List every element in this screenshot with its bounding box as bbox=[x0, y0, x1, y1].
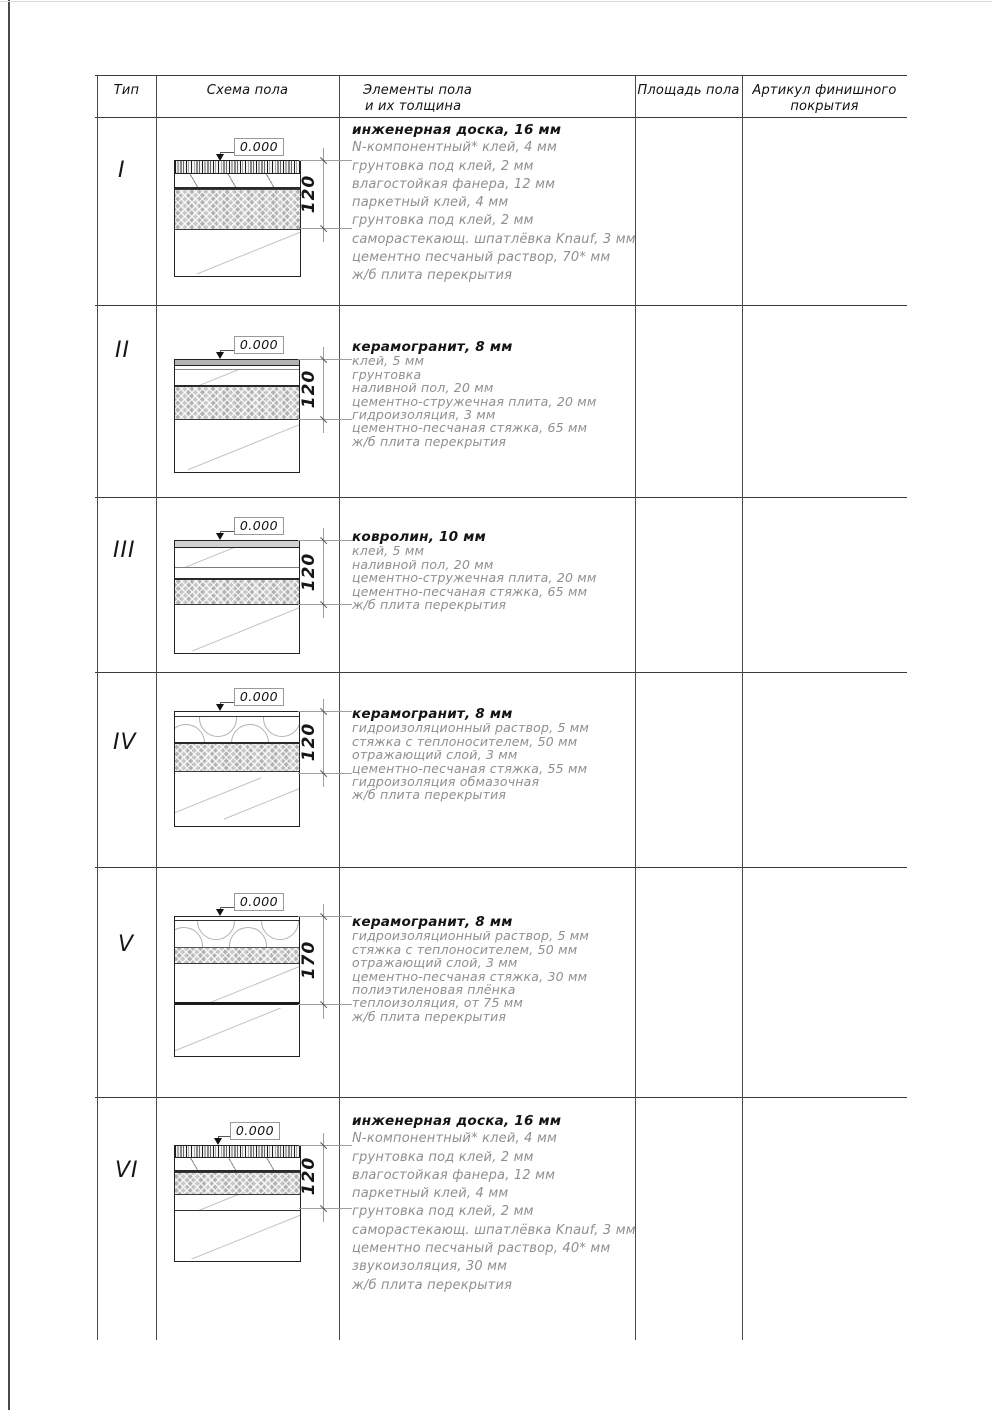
row-separator-3 bbox=[95, 672, 907, 673]
elevation-marker: 0.000 bbox=[234, 517, 284, 535]
floor-layer-text: отражающий слой, 3 мм bbox=[352, 747, 518, 763]
sheet-frame-top-line bbox=[0, 1, 992, 2]
floor-layer-text: керамогранит, 8 мм bbox=[352, 706, 513, 722]
floor-layer-text: керамогранит, 8 мм bbox=[352, 914, 513, 930]
floor-layer-text: инженерная доска, 16 мм bbox=[352, 1113, 562, 1129]
layer-self-leveling bbox=[175, 548, 299, 568]
floor-layer-text: цементно песчаный раствор, 40* мм bbox=[352, 1241, 611, 1257]
floor-layer-text: N-компонентный* клей, 4 мм bbox=[352, 140, 557, 156]
floor-layer-text: наливной пол, 20 мм bbox=[352, 556, 494, 572]
floor-layer-text: ж/б плита перекрытия bbox=[352, 268, 513, 284]
layer-screed-hatch bbox=[175, 744, 299, 772]
floor-layer-text: стяжка с теплоносителем, 50 мм bbox=[352, 941, 578, 957]
header-elements-line2: и их толщина bbox=[365, 99, 462, 114]
floor-layer-text: ж/б плита перекрытия bbox=[352, 597, 507, 613]
floor-layer-text: теплоизоляция, от 75 мм bbox=[352, 995, 524, 1011]
floor-layer-text: ж/б плита перекрытия bbox=[352, 1008, 507, 1024]
layer-screed-hatch bbox=[175, 189, 300, 230]
layer-insulation bbox=[175, 964, 299, 1005]
floor-layer-text: паркетный клей, 4 мм bbox=[352, 195, 509, 211]
type-label: III bbox=[113, 538, 136, 563]
dimension-value: 120 bbox=[299, 369, 319, 409]
floor-layer-text: N-компонентный* клей, 4 мм bbox=[352, 1131, 557, 1147]
layer-text-list bbox=[352, 121, 638, 286]
table-left-border bbox=[97, 75, 98, 1340]
floor-layer-text: грунтовка под клей, 2 мм bbox=[352, 1204, 534, 1220]
row-separator-2 bbox=[95, 497, 907, 498]
floor-layer-text: цементно-песчаная стяжка, 65 мм bbox=[352, 420, 588, 436]
floor-layer-text: звукоизоляция, 30 мм bbox=[352, 1259, 508, 1275]
type-label: II bbox=[115, 338, 130, 363]
row-separator-4 bbox=[95, 867, 907, 868]
sheet-frame-left-line bbox=[8, 0, 10, 1410]
layer-glue-plywood bbox=[175, 1158, 300, 1172]
floor-layer-text: грунтовка bbox=[352, 366, 422, 382]
floor-layer-text: грунтовка под клей, 2 мм bbox=[352, 1149, 534, 1165]
floor-layer-text: инженерная доска, 16 мм bbox=[352, 122, 562, 138]
layer-concrete-slab bbox=[175, 230, 300, 274]
layer-heated-screed bbox=[175, 717, 299, 744]
table-top-border bbox=[95, 75, 907, 76]
floor-layer-text: цементно-песчаная стяжка, 30 мм bbox=[352, 968, 588, 984]
floor-scheme-diagram bbox=[174, 160, 301, 277]
floor-layer-text: керамогранит, 8 мм bbox=[352, 339, 513, 355]
column-divider-scheme-elements bbox=[339, 75, 340, 1340]
layer-concrete-slab bbox=[175, 420, 299, 470]
floor-scheme-diagram bbox=[174, 540, 300, 654]
elevation-marker: 0.000 bbox=[234, 688, 284, 706]
elevation-leader bbox=[220, 702, 234, 703]
elevation-leader bbox=[220, 152, 234, 153]
column-divider-area-article bbox=[742, 75, 743, 1340]
layer-concrete-slab bbox=[175, 772, 299, 824]
layer-screed-hatch bbox=[175, 580, 299, 605]
floor-layer-text: гидроизоляционный раствор, 5 мм bbox=[352, 928, 590, 944]
layer-text-list bbox=[352, 708, 638, 802]
layer-glue-plywood bbox=[175, 174, 300, 189]
dimension-value: 120 bbox=[299, 722, 319, 762]
floor-layer-text: гидроизоляция обмазочная bbox=[352, 774, 540, 790]
floor-layer-text: гидроизоляция, 3 мм bbox=[352, 407, 496, 423]
layer-carpet bbox=[175, 541, 299, 548]
layer-text-list bbox=[352, 1112, 638, 1295]
layer-concrete-slab bbox=[175, 1005, 299, 1054]
floor-scheme-diagram bbox=[174, 916, 300, 1057]
floor-layer-text: саморастекающ. шпатлёвка Knauf, 3 мм bbox=[352, 1222, 636, 1238]
floor-layer-text: гидроизоляционный раствор, 5 мм bbox=[352, 720, 590, 736]
floor-layer-text: цементно-песчаная стяжка, 55 мм bbox=[352, 760, 588, 776]
floor-scheme-diagram bbox=[174, 711, 300, 827]
layer-screed-hatch bbox=[175, 1172, 300, 1195]
floor-scheme-diagram bbox=[174, 359, 300, 473]
header-article-line1: Артикул финишного bbox=[752, 83, 897, 98]
floor-layer-text: клей, 5 мм bbox=[352, 353, 425, 369]
elevation-marker: 0.000 bbox=[234, 893, 284, 911]
header-area: Площадь пола bbox=[637, 83, 740, 98]
layer-wood-board bbox=[175, 161, 300, 174]
row-separator-5 bbox=[95, 1097, 907, 1098]
floor-layer-text: саморастекающ. шпатлёвка Knauf, 3 мм bbox=[352, 231, 636, 247]
floor-layer-text: стяжка с теплоносителем, 50 мм bbox=[352, 733, 578, 749]
elevation-leader bbox=[220, 531, 234, 532]
header-elements-line1: Элементы пола bbox=[363, 83, 472, 98]
type-label: IV bbox=[113, 730, 137, 755]
floor-layer-text: ковролин, 10 мм bbox=[352, 529, 486, 545]
layer-screed-hatch bbox=[175, 387, 299, 420]
floor-layer-text: клей, 5 мм bbox=[352, 543, 425, 559]
type-label: I bbox=[118, 158, 126, 183]
elevation-leader bbox=[220, 350, 234, 351]
layer-text-list bbox=[352, 916, 638, 1023]
header-article-line2: покрытия bbox=[790, 99, 859, 114]
floor-layer-text: наливной пол, 20 мм bbox=[352, 380, 494, 396]
floor-layer-text: грунтовка под клей, 2 мм bbox=[352, 158, 534, 174]
elevation-leader bbox=[220, 907, 234, 908]
floor-layer-text: паркетный клей, 4 мм bbox=[352, 1186, 509, 1202]
layer-concrete-slab bbox=[175, 1211, 300, 1259]
elevation-marker: 0.000 bbox=[230, 1122, 280, 1140]
table-header-separator bbox=[95, 117, 907, 118]
header-type: Тип bbox=[113, 83, 140, 98]
layer-self-leveling bbox=[175, 370, 299, 387]
dimension-value: 170 bbox=[299, 940, 319, 980]
layer-text-list bbox=[352, 341, 638, 448]
floor-scheme-diagram bbox=[174, 1145, 301, 1262]
floor-layer-text: ж/б плита перекрытия bbox=[352, 433, 507, 449]
floor-layer-text: грунтовка под клей, 2 мм bbox=[352, 213, 534, 229]
floor-layer-text: цементно-песчаная стяжка, 65 мм bbox=[352, 583, 588, 599]
floor-layer-text: влагостойкая фанера, 12 мм bbox=[352, 1167, 556, 1183]
floor-layer-text: полиэтиленовая плёнка bbox=[352, 982, 516, 998]
floor-layer-text: отражающий слой, 3 мм bbox=[352, 955, 518, 971]
layer-heated-screed bbox=[175, 921, 299, 948]
floor-layer-text: ж/б плита перекрытия bbox=[352, 787, 507, 803]
type-label: VI bbox=[115, 1158, 139, 1183]
elevation-arrow-icon bbox=[216, 704, 224, 711]
floor-layer-text: цементно песчаный раствор, 70* мм bbox=[352, 250, 611, 266]
dimension-line bbox=[323, 904, 324, 1019]
elevation-marker: 0.000 bbox=[234, 336, 284, 354]
layer-text-list bbox=[352, 531, 638, 611]
elevation-leader bbox=[218, 1136, 230, 1137]
elevation-marker: 0.000 bbox=[234, 138, 284, 156]
floor-layer-text: ж/б плита перекрытия bbox=[352, 1277, 513, 1293]
elevation-arrow-icon bbox=[214, 1138, 222, 1145]
layer-cement-board bbox=[175, 568, 299, 580]
layer-screed-hatch bbox=[175, 948, 299, 964]
layer-wood-board bbox=[175, 1146, 300, 1158]
floor-layer-text: влагостойкая фанера, 12 мм bbox=[352, 176, 556, 192]
elevation-arrow-icon bbox=[216, 909, 224, 916]
floor-layer-text: цементно-стружечная плита, 20 мм bbox=[352, 570, 597, 586]
row-separator-1 bbox=[95, 305, 907, 306]
column-divider-type-scheme bbox=[156, 75, 157, 1340]
elevation-arrow-icon bbox=[216, 533, 224, 540]
dimension-value: 120 bbox=[299, 552, 319, 592]
header-scheme: Схема пола bbox=[206, 83, 289, 98]
dimension-value: 120 bbox=[299, 1156, 319, 1196]
layer-concrete-slab bbox=[175, 605, 299, 651]
type-label: V bbox=[118, 932, 135, 957]
dimension-value: 120 bbox=[299, 174, 319, 214]
layer-sound-insulation bbox=[175, 1195, 300, 1211]
elevation-arrow-icon bbox=[216, 352, 224, 359]
floor-layer-text: цементно-стружечная плита, 20 мм bbox=[352, 393, 597, 409]
